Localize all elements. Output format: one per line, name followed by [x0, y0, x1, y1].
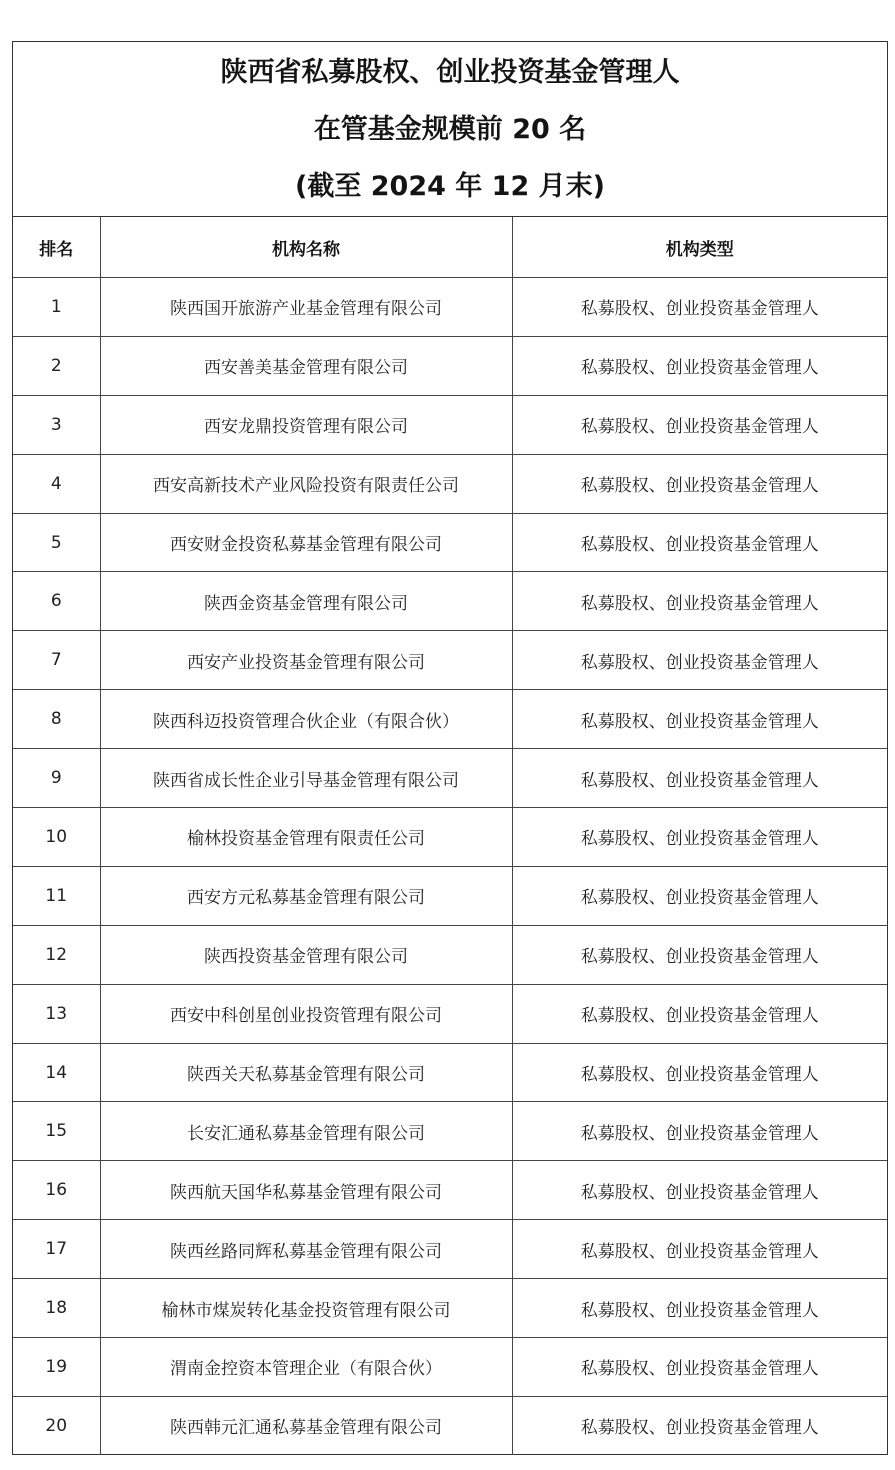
institution-name-cell: 西安善美基金管理有限公司 — [100, 336, 512, 395]
institution-type-cell: 私募股权、创业投资基金管理人 — [512, 1220, 887, 1279]
institution-name-cell: 渭南金控资本管理企业（有限合伙） — [100, 1338, 512, 1397]
institution-type-cell: 私募股权、创业投资基金管理人 — [512, 1279, 887, 1338]
rank-cell: 2 — [13, 336, 100, 395]
institution-type-cell: 私募股权、创业投资基金管理人 — [512, 631, 887, 690]
rank-cell: 10 — [13, 808, 100, 867]
institution-type-cell: 私募股权、创业投资基金管理人 — [512, 749, 887, 808]
table-row — [13, 336, 887, 395]
institution-name-cell: 西安财金投资私募基金管理有限公司 — [100, 513, 512, 572]
rank-cell: 1 — [13, 278, 100, 337]
table-row — [13, 631, 887, 690]
institution-type-cell: 私募股权、创业投资基金管理人 — [512, 513, 887, 572]
document-title-line-1: 陕西省私募股权、创业投资基金管理人 — [220, 57, 680, 88]
rank-cell: 7 — [13, 631, 100, 690]
rank-cell: 19 — [13, 1338, 100, 1397]
table-row — [13, 1220, 887, 1279]
table-row — [13, 1279, 887, 1338]
rank-cell: 12 — [13, 925, 100, 984]
institution-type-cell: 私募股权、创业投资基金管理人 — [512, 1338, 887, 1397]
institution-name-cell: 西安中科创星创业投资管理有限公司 — [100, 984, 512, 1043]
rank-cell: 4 — [13, 454, 100, 513]
table-row — [13, 690, 887, 749]
institution-type-cell: 私募股权、创业投资基金管理人 — [512, 1043, 887, 1102]
table-row — [13, 1338, 887, 1397]
rank-cell: 5 — [13, 513, 100, 572]
institution-name-cell: 陕西韩元汇通私募基金管理有限公司 — [100, 1396, 512, 1454]
institution-type-cell: 私募股权、创业投资基金管理人 — [512, 1102, 887, 1161]
institution-name-cell: 陕西国开旅游产业基金管理有限公司 — [100, 278, 512, 337]
institution-name-cell: 陕西丝路同辉私募基金管理有限公司 — [100, 1220, 512, 1279]
institution-name-cell: 西安产业投资基金管理有限公司 — [100, 631, 512, 690]
rank-cell: 3 — [13, 395, 100, 454]
table-row — [13, 278, 887, 337]
institution-name-cell: 榆林投资基金管理有限责任公司 — [100, 808, 512, 867]
rank-cell: 9 — [13, 749, 100, 808]
table-header-row — [13, 217, 887, 278]
institution-type-cell: 私募股权、创业投资基金管理人 — [512, 984, 887, 1043]
institution-name-cell: 陕西科迈投资管理合伙企业（有限合伙） — [100, 690, 512, 749]
rank-cell: 8 — [13, 690, 100, 749]
institution-name-cell: 榆林市煤炭转化基金投资管理有限公司 — [100, 1279, 512, 1338]
rank-cell: 14 — [13, 1043, 100, 1102]
ranking-document — [12, 41, 888, 1455]
institution-type-cell: 私募股权、创业投资基金管理人 — [512, 336, 887, 395]
table-row — [13, 808, 887, 867]
table-row — [13, 984, 887, 1043]
rank-cell: 17 — [13, 1220, 100, 1279]
institution-type-cell: 私募股权、创业投资基金管理人 — [512, 1161, 887, 1220]
title-block — [13, 42, 887, 217]
document-title-line-2: 在管基金规模前 20 名 — [313, 114, 587, 145]
rank-cell: 20 — [13, 1396, 100, 1454]
table-row — [13, 454, 887, 513]
institution-type-cell: 私募股权、创业投资基金管理人 — [512, 808, 887, 867]
header-institution-name: 机构名称 — [100, 217, 512, 278]
institution-name-cell: 陕西航天国华私募基金管理有限公司 — [100, 1161, 512, 1220]
institution-type-cell: 私募股权、创业投资基金管理人 — [512, 572, 887, 631]
table-row — [13, 1396, 887, 1454]
institution-name-cell: 陕西关天私募基金管理有限公司 — [100, 1043, 512, 1102]
institution-name-cell: 陕西省成长性企业引导基金管理有限公司 — [100, 749, 512, 808]
institution-name-cell: 西安龙鼎投资管理有限公司 — [100, 395, 512, 454]
rank-cell: 15 — [13, 1102, 100, 1161]
rank-cell: 16 — [13, 1161, 100, 1220]
header-rank: 排名 — [13, 217, 100, 278]
table-row — [13, 866, 887, 925]
institution-type-cell: 私募股权、创业投资基金管理人 — [512, 1396, 887, 1454]
institution-name-cell: 西安方元私募基金管理有限公司 — [100, 866, 512, 925]
table-row — [13, 749, 887, 808]
institution-type-cell: 私募股权、创业投资基金管理人 — [512, 454, 887, 513]
institution-name-cell: 陕西投资基金管理有限公司 — [100, 925, 512, 984]
institution-type-cell: 私募股权、创业投资基金管理人 — [512, 925, 887, 984]
table-row — [13, 572, 887, 631]
institution-type-cell: 私募股权、创业投资基金管理人 — [512, 278, 887, 337]
table-row — [13, 1161, 887, 1220]
institution-type-cell: 私募股权、创业投资基金管理人 — [512, 866, 887, 925]
rank-cell: 13 — [13, 984, 100, 1043]
ranking-table — [13, 217, 887, 1455]
institution-name-cell: 长安汇通私募基金管理有限公司 — [100, 1102, 512, 1161]
institution-name-cell: 陕西金资基金管理有限公司 — [100, 572, 512, 631]
table-row — [13, 395, 887, 454]
rank-cell: 11 — [13, 866, 100, 925]
table-row — [13, 1043, 887, 1102]
rank-cell: 18 — [13, 1279, 100, 1338]
table-row — [13, 925, 887, 984]
header-institution-type: 机构类型 — [512, 217, 887, 278]
institution-type-cell: 私募股权、创业投资基金管理人 — [512, 395, 887, 454]
institution-name-cell: 西安高新技术产业风险投资有限责任公司 — [100, 454, 512, 513]
table-row — [13, 513, 887, 572]
document-title-line-3: (截至 2024 年 12 月末) — [295, 171, 605, 202]
rank-cell: 6 — [13, 572, 100, 631]
institution-type-cell: 私募股权、创业投资基金管理人 — [512, 690, 887, 749]
table-row — [13, 1102, 887, 1161]
